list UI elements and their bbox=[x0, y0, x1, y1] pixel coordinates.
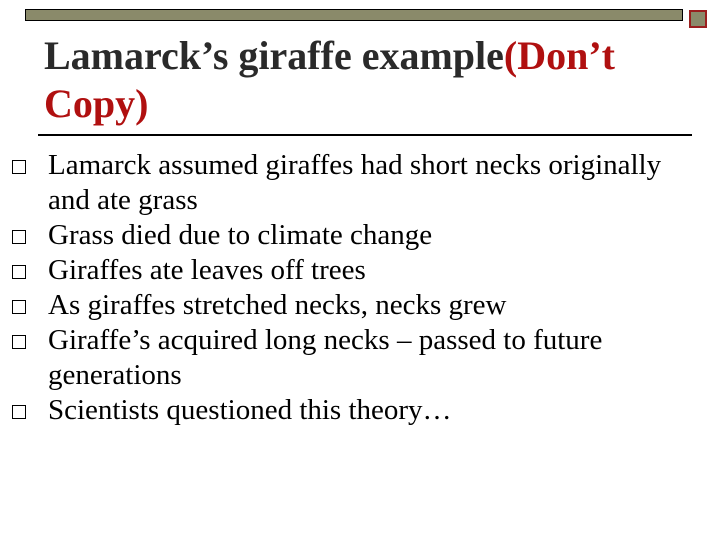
hollow-square-bullet-icon bbox=[12, 405, 26, 419]
title-main-text: Lamarck’s giraffe example bbox=[44, 33, 504, 78]
decorative-corner-square bbox=[689, 10, 707, 28]
title-accent-text: (Don’t bbox=[503, 33, 615, 78]
bullet-text: Scientists questioned this theory… bbox=[48, 394, 452, 426]
bullet-text: Giraffe’s acquired long necks – passed to future generations bbox=[48, 324, 603, 391]
decorative-top-bar bbox=[25, 9, 683, 21]
title-underline-rule bbox=[38, 134, 692, 136]
hollow-square-bullet-icon bbox=[12, 230, 26, 244]
bullet-text: Grass died due to climate change bbox=[48, 219, 433, 251]
bullet-list bbox=[12, 148, 702, 428]
hollow-square-bullet-icon bbox=[12, 335, 26, 349]
hollow-square-bullet-icon bbox=[12, 265, 26, 279]
title-second-line: Copy) bbox=[44, 81, 149, 126]
bullet-item bbox=[12, 218, 702, 253]
bullet-text: Giraffes ate leaves off trees bbox=[48, 254, 366, 286]
bullet-item bbox=[12, 148, 702, 218]
bullet-item bbox=[12, 253, 702, 288]
bullet-item bbox=[12, 323, 702, 393]
bullet-text: As giraffes stretched necks, necks grew bbox=[48, 289, 507, 321]
slide-title bbox=[44, 32, 694, 128]
bullet-text: Lamarck assumed giraffes had short necks originally and ate grass bbox=[48, 149, 662, 216]
hollow-square-bullet-icon bbox=[12, 300, 26, 314]
hollow-square-bullet-icon bbox=[12, 160, 26, 174]
bullet-item bbox=[12, 393, 702, 428]
bullet-item bbox=[12, 288, 702, 323]
